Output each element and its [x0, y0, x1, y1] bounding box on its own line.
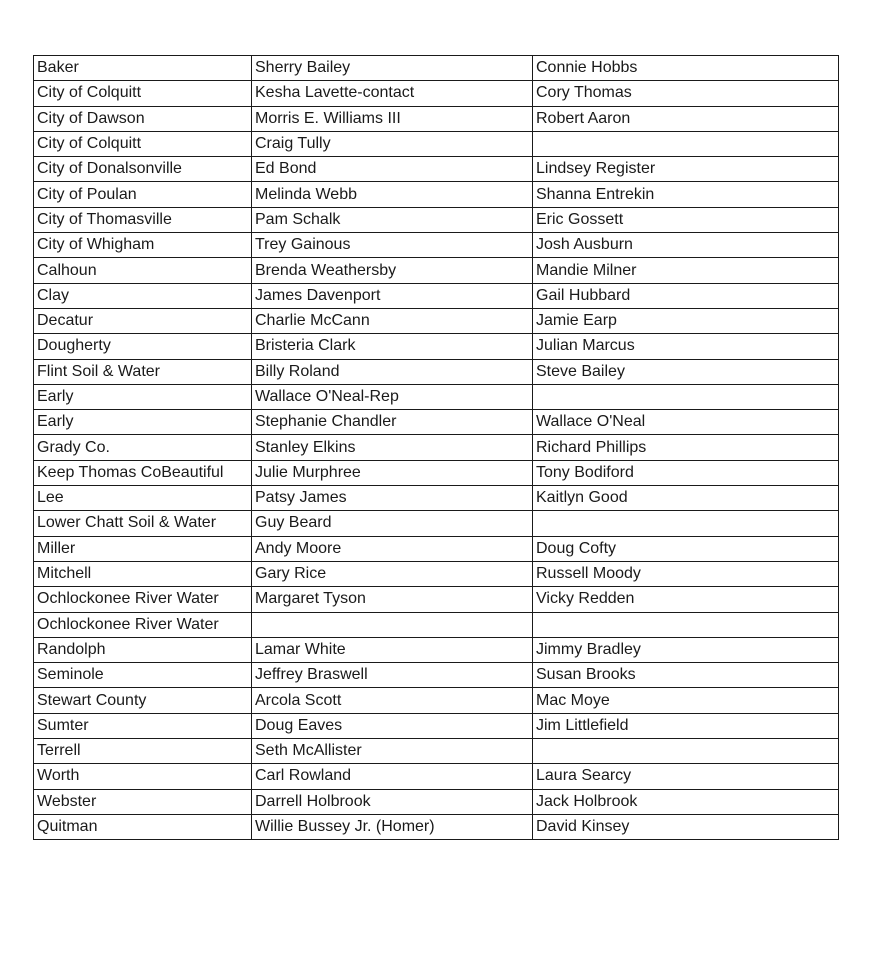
alternate-contact-cell: Kaitlyn Good [533, 486, 839, 511]
table-row [34, 536, 839, 561]
entity-cell: Ochlockonee River Water [34, 612, 252, 637]
alternate-contact-cell [533, 612, 839, 637]
alternate-contact-cell [533, 511, 839, 536]
alternate-contact-cell: Robert Aaron [533, 106, 839, 131]
primary-contact-cell [252, 612, 533, 637]
table-row [34, 587, 839, 612]
primary-contact-cell: Ed Bond [252, 157, 533, 182]
entity-cell: Lower Chatt Soil & Water [34, 511, 252, 536]
entity-cell: Ochlockonee River Water [34, 587, 252, 612]
entity-cell: City of Colquitt [34, 81, 252, 106]
primary-contact-cell: Bristeria Clark [252, 334, 533, 359]
table-row [34, 663, 839, 688]
alternate-contact-cell: Laura Searcy [533, 764, 839, 789]
table-row [34, 637, 839, 662]
entity-cell: City of Thomasville [34, 207, 252, 232]
entity-cell: Quitman [34, 814, 252, 839]
alternate-contact-cell: Steve Bailey [533, 359, 839, 384]
primary-contact-cell: Billy Roland [252, 359, 533, 384]
table-row [34, 258, 839, 283]
table-row [34, 713, 839, 738]
entity-cell: Sumter [34, 713, 252, 738]
entity-cell: Stewart County [34, 688, 252, 713]
alternate-contact-cell: Doug Cofty [533, 536, 839, 561]
table-row [34, 561, 839, 586]
table-row [34, 739, 839, 764]
alternate-contact-cell: Gail Hubbard [533, 283, 839, 308]
primary-contact-cell: Craig Tully [252, 131, 533, 156]
primary-contact-cell: Sherry Bailey [252, 56, 533, 81]
entity-cell: Terrell [34, 739, 252, 764]
entity-cell: Early [34, 410, 252, 435]
table-row [34, 764, 839, 789]
primary-contact-cell: Darrell Holbrook [252, 789, 533, 814]
alternate-contact-cell: Cory Thomas [533, 81, 839, 106]
table-row [34, 435, 839, 460]
primary-contact-cell: Wallace O'Neal-Rep [252, 384, 533, 409]
entity-cell: City of Dawson [34, 106, 252, 131]
primary-contact-cell: Stephanie Chandler [252, 410, 533, 435]
alternate-contact-cell: Lindsey Register [533, 157, 839, 182]
entity-cell: Flint Soil & Water [34, 359, 252, 384]
table-row [34, 308, 839, 333]
primary-contact-cell: Pam Schalk [252, 207, 533, 232]
table-row [34, 384, 839, 409]
primary-contact-cell: Trey Gainous [252, 233, 533, 258]
primary-contact-cell: Willie Bussey Jr. (Homer) [252, 814, 533, 839]
alternate-contact-cell: Jim Littlefield [533, 713, 839, 738]
entity-cell: Calhoun [34, 258, 252, 283]
entity-cell: Dougherty [34, 334, 252, 359]
alternate-contact-cell: Richard Phillips [533, 435, 839, 460]
table-row [34, 486, 839, 511]
table-row [34, 612, 839, 637]
table-row [34, 410, 839, 435]
primary-contact-cell: Margaret Tyson [252, 587, 533, 612]
alternate-contact-cell: Jamie Earp [533, 308, 839, 333]
table-row [34, 688, 839, 713]
primary-contact-cell: Jeffrey Braswell [252, 663, 533, 688]
entity-cell: Keep Thomas CoBeautiful [34, 460, 252, 485]
entity-cell: City of Poulan [34, 182, 252, 207]
alternate-contact-cell: Shanna Entrekin [533, 182, 839, 207]
alternate-contact-cell [533, 131, 839, 156]
entity-cell: City of Donalsonville [34, 157, 252, 182]
table-row [34, 182, 839, 207]
primary-contact-cell: Andy Moore [252, 536, 533, 561]
table-row [34, 106, 839, 131]
entity-cell: Grady Co. [34, 435, 252, 460]
table-row [34, 359, 839, 384]
alternate-contact-cell: Mac Moye [533, 688, 839, 713]
entity-cell: City of Whigham [34, 233, 252, 258]
entity-cell: Early [34, 384, 252, 409]
table-row [34, 157, 839, 182]
primary-contact-cell: Carl Rowland [252, 764, 533, 789]
table-row [34, 814, 839, 839]
primary-contact-cell: Doug Eaves [252, 713, 533, 738]
alternate-contact-cell: Russell Moody [533, 561, 839, 586]
primary-contact-cell: Gary Rice [252, 561, 533, 586]
entity-cell: Clay [34, 283, 252, 308]
alternate-contact-cell [533, 384, 839, 409]
alternate-contact-cell: Connie Hobbs [533, 56, 839, 81]
table-row [34, 283, 839, 308]
entity-cell: City of Colquitt [34, 131, 252, 156]
table-row [34, 81, 839, 106]
alternate-contact-cell: Wallace O'Neal [533, 410, 839, 435]
alternate-contact-cell: Josh Ausburn [533, 233, 839, 258]
table-body [34, 56, 839, 840]
primary-contact-cell: Brenda Weathersby [252, 258, 533, 283]
table-row [34, 207, 839, 232]
entity-cell: Baker [34, 56, 252, 81]
alternate-contact-cell: Tony Bodiford [533, 460, 839, 485]
primary-contact-cell: Morris E. Williams III [252, 106, 533, 131]
primary-contact-cell: Charlie McCann [252, 308, 533, 333]
alternate-contact-cell [533, 739, 839, 764]
table-row [34, 131, 839, 156]
primary-contact-cell: Patsy James [252, 486, 533, 511]
primary-contact-cell: Julie Murphree [252, 460, 533, 485]
table-row [34, 233, 839, 258]
primary-contact-cell: Lamar White [252, 637, 533, 662]
entity-cell: Miller [34, 536, 252, 561]
primary-contact-cell: Arcola Scott [252, 688, 533, 713]
table-row [34, 56, 839, 81]
table-row [34, 460, 839, 485]
primary-contact-cell: Kesha Lavette-contact [252, 81, 533, 106]
entity-cell: Worth [34, 764, 252, 789]
entity-cell: Randolph [34, 637, 252, 662]
alternate-contact-cell: Vicky Redden [533, 587, 839, 612]
entity-cell: Lee [34, 486, 252, 511]
primary-contact-cell: Stanley Elkins [252, 435, 533, 460]
alternate-contact-cell: Mandie Milner [533, 258, 839, 283]
entity-cell: Webster [34, 789, 252, 814]
alternate-contact-cell: Jack Holbrook [533, 789, 839, 814]
entity-cell: Decatur [34, 308, 252, 333]
entity-cell: Seminole [34, 663, 252, 688]
alternate-contact-cell: Susan Brooks [533, 663, 839, 688]
alternate-contact-cell: Jimmy Bradley [533, 637, 839, 662]
alternate-contact-cell: Julian Marcus [533, 334, 839, 359]
table-row [34, 334, 839, 359]
table-row [34, 511, 839, 536]
primary-contact-cell: James Davenport [252, 283, 533, 308]
table-row [34, 789, 839, 814]
alternate-contact-cell: David Kinsey [533, 814, 839, 839]
alternate-contact-cell: Eric Gossett [533, 207, 839, 232]
contact-table [33, 55, 839, 840]
entity-cell: Mitchell [34, 561, 252, 586]
primary-contact-cell: Melinda Webb [252, 182, 533, 207]
primary-contact-cell: Guy Beard [252, 511, 533, 536]
primary-contact-cell: Seth McAllister [252, 739, 533, 764]
